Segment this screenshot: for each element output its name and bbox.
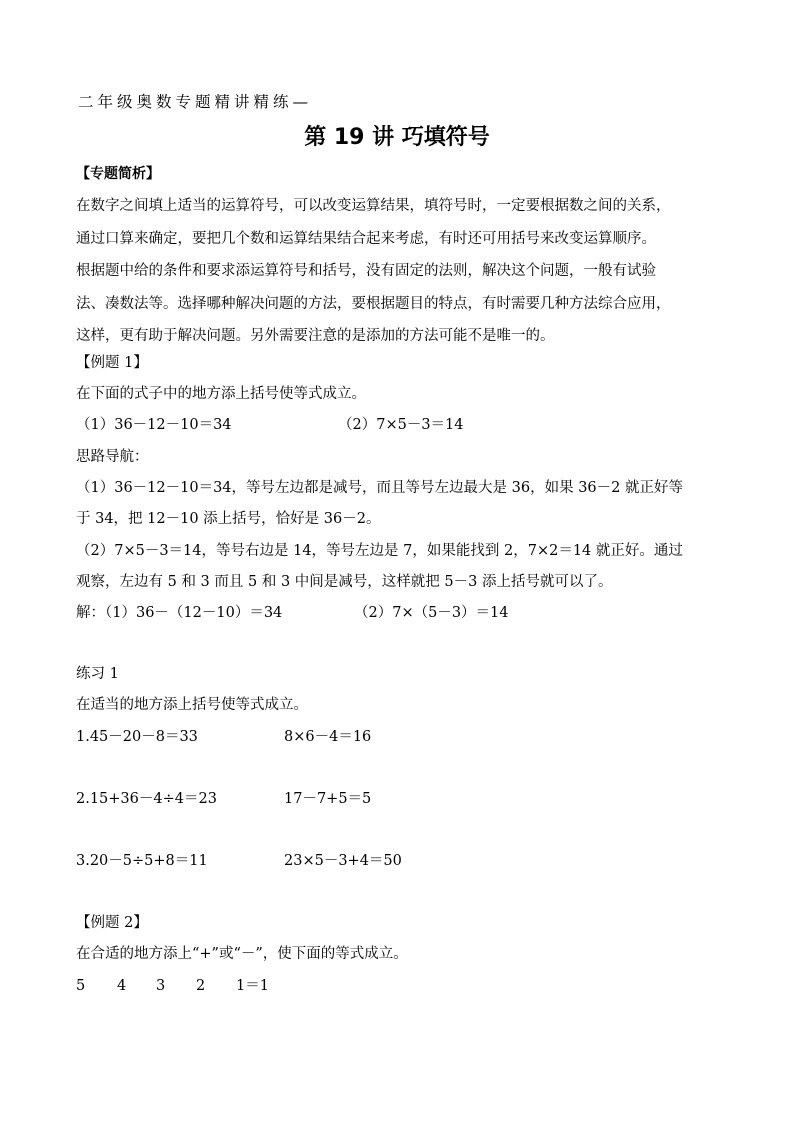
practice-item: 3.20－5÷5+8＝11 (76, 853, 208, 869)
example2-number: 1＝1 (236, 978, 269, 994)
example1-heading: 【例题 1】 (76, 355, 148, 371)
intro-line: 这样，更有助于解决问题。另外需要注意的是添加的方法可能不是唯一的。 (76, 328, 555, 344)
example2-heading: 【例题 2】 (76, 915, 148, 931)
practice-item: 2.15+36－4÷4＝23 (76, 791, 217, 807)
lesson-title: 第 19 讲 巧填符号 (304, 125, 490, 150)
practice1-heading: 练习 1 (76, 666, 119, 682)
example1-question-2: （2）7×5－3＝14 (338, 417, 464, 433)
intro-line: 在数字之间填上适当的运算符号，可以改变运算结果，填符号时，一定要根据数之间的关系， (76, 198, 671, 214)
practice1-prompt: 在适当的地方添上括号使等式成立。 (76, 697, 308, 713)
guide-line: 于 34，把 12－10 添上括号，恰好是 36－2。 (76, 511, 381, 527)
guide-label: 思路导航： (76, 449, 149, 465)
practice-item: 23×5－3+4＝50 (284, 853, 402, 869)
intro-line: 根据题中给的条件和要求添运算符号和括号，没有固定的法则，解决这个问题，一般有试验 (76, 263, 656, 279)
guide-line: 观察，左边有 5 和 3 而且 5 和 3 中间是减号，这样就把 5－3 添上括号就可以了。 (76, 574, 613, 590)
intro-heading: 【专题简析】 (76, 166, 160, 182)
intro-line: 法、凑数法等。选择哪种解决问题的方法，要根据题目的特点，有时需要几种方法综合应用， (76, 296, 671, 312)
series-title: 二年级奥数专题精讲精练— (78, 93, 313, 111)
guide-line: （1）36－12－10＝34，等号左边都是减号，而且等号左边最大是 36，如果 36－2 就正好等 (76, 480, 683, 496)
example2-number: 2 (196, 978, 206, 994)
example2-prompt: 在合适的地方添上“+”或“－”，使下面的等式成立。 (76, 946, 408, 962)
intro-line: 通过口算来确定，要把几个数和运算结果结合起来考虑，有时还可用括号来改变运算顺序。 (76, 231, 656, 247)
example1-question-1: （1）36－12－10＝34 (76, 417, 232, 433)
example2-number: 4 (117, 978, 127, 994)
practice-item: 17－7+5＝5 (284, 791, 372, 807)
example1-prompt: 在下面的式子中的地方添上括号使等式成立。 (76, 386, 366, 402)
example2-number: 3 (156, 978, 166, 994)
solution-1: 解：（1）36－（12－10）＝34 (76, 605, 283, 621)
solution-2: （2）7×（5－3）＝14 (354, 605, 509, 621)
practice-item: 1.45－20－8＝33 (76, 729, 198, 745)
guide-line: （2）7×5－3＝14，等号右边是 14，等号左边是 7，如果能找到 2，7×2＝14 就正好。通过 (76, 543, 683, 559)
example2-number: 5 (76, 978, 86, 994)
practice-item: 8×6－4＝16 (284, 729, 372, 745)
